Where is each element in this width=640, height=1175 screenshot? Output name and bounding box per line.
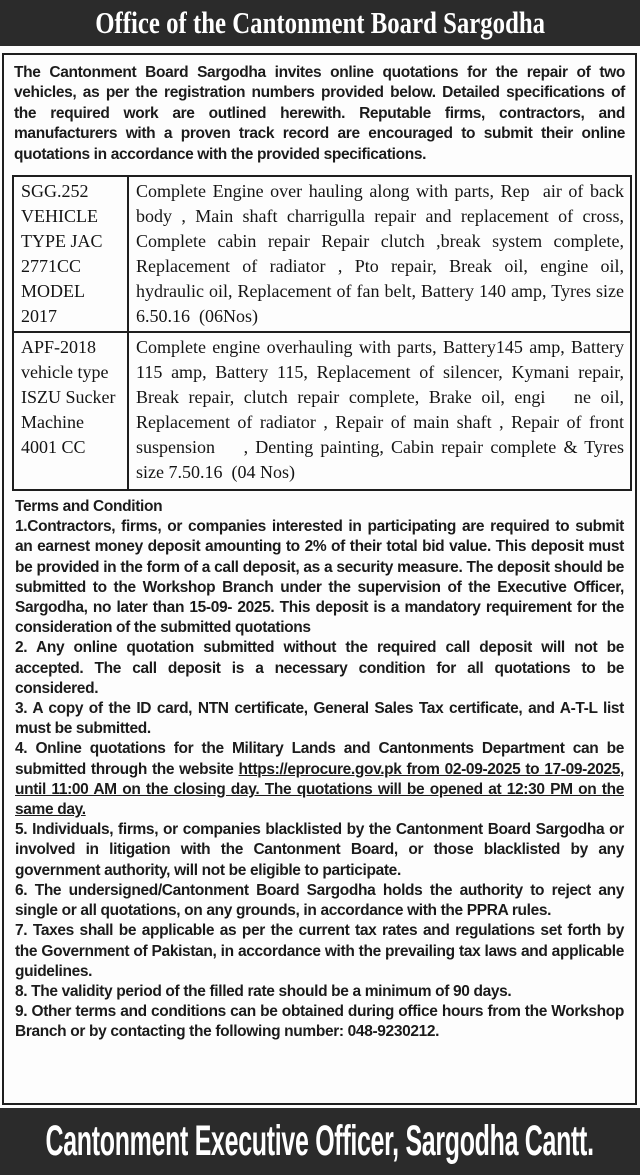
footer-bar [0, 1108, 640, 1175]
vehicle-2-specs-cell: Complete engine overhauling with parts, Battery145 amp, Battery 115 amp, Battery 115, Replacement of silencer, Kymani repair, Break repair, clutch repair complete, Brake oil, engi ne oil, Replacement of radiator , Repair of main shaft , Repair of front suspension , Denting painting, Cabin repair complete & Tyres size 7.50.16 (04 Nos) [128, 332, 631, 490]
signature: Cantonment Executive Officer, Sargodha Cantt. [45, 1117, 595, 1165]
vehicle-table [12, 175, 632, 491]
term-item-3: 3. A copy of the ID card, NTN certificate, General Sales Tax certificate, and A-T-L list must be submitted. [15, 700, 624, 738]
term-item-2: 2. Any online quotation submitted without the required call deposit will not be accepted. The call deposit is a necessary condition for all quotations to be considered. [15, 639, 624, 697]
term-item-4-text: 4. Online quotations for the Military Lands and Cantonments Department can be submitted through the website [15, 740, 624, 778]
vehicle-1-registration-cell: SGG.252 VEHICLE TYPE JAC 2771CC MODEL 2017 [13, 176, 128, 332]
term-item-4 [15, 739, 624, 820]
page-title: Office of the Cantonment Board Sargodha [95, 5, 545, 40]
content-box [2, 53, 637, 1105]
table-row-vehicle-1 [13, 176, 631, 332]
eprocure-url-text: https://eprocure.gov.pk from 02-09-2025 to 17-09-2025, until 11:00 AM on the closing day. The quotations will be opened at 12:30 PM on the same day. [15, 760, 625, 819]
term-item-9: 9. Other terms and conditions can be obtained during office hours from the Workshop Branch or by contacting the following number: 048-9230212. [15, 1003, 624, 1041]
term-item-5: 5. Individuals, firms, or companies blacklisted by the Cantonment Board Sargodha or involved in litigation with the Cantonment Board, or those blacklisted by any government authority, will not be eligible to participate. [15, 821, 624, 879]
terms-section [4, 491, 635, 1042]
term-item-8: 8. The validity period of the filled rate should be a minimum of 90 days. [15, 982, 512, 1000]
term-item-7: 7. Taxes shall be applicable as per the current tax rates and regulations set forth by the Government of Pakistan, in accordance with the prevailing tax laws and applicable guidelines. [15, 922, 624, 980]
vehicle-1-specs-cell: Complete Engine over hauling along with parts, Rep air of back body , Main shaft charrigulla repair and replacement of cross, Complete cabin repair Repair clutch ,break system complete, Replacement of radiator , Pto repair, Break oil, engine oil, hydraulic oil, Replacement of fan belt, Battery 140 amp, Tyres size 6.50.16 (06Nos) [128, 176, 631, 332]
term-item-1: 1.Contractors, firms, or companies interested in participating are required to submit an earnest money deposit amounting to 2% of their total bid value. This deposit must be provided in the form of a call deposit, as a security measure. The deposit should be submitted to the Workshop Branch under the supervision of the Executive Officer, Sargodha, no later than 15-09- 2025. This deposit is a mandatory requirement for the consideration of the submitted quotations [15, 518, 624, 637]
terms-heading: Terms and Condition [15, 498, 163, 516]
vehicle-2-registration-cell: APF-2018 vehicle type ISZU Sucker Machine 4001 CC [13, 332, 128, 490]
table-row-vehicle-2 [13, 332, 631, 490]
header-bar [0, 0, 640, 46]
intro-paragraph: The Cantonment Board Sargodha invites online quotations for the repair of two vehicles, as per the registration numbers provided below. Detailed specifications of the required work are outlined herewith. Reputable firms, contractors, and manufacturers with a proven track record are encouraged to submit their online quotations in accordance with the provided specifications. [14, 64, 625, 163]
term-item-6: 6. The undersigned/Cantonment Board Sargodha holds the authority to reject any single or all quotations, on any grounds, in accordance with the PPRA rules. [15, 881, 624, 920]
